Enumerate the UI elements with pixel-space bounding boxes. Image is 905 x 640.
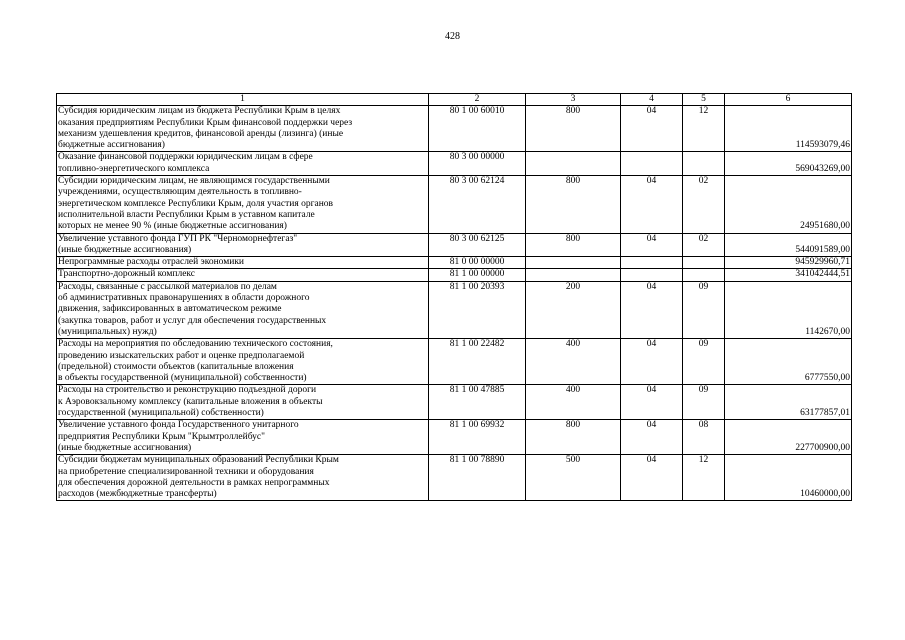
header-cell-code-column: 2 [429, 94, 526, 106]
row-subsection-cell [683, 269, 725, 281]
table-row [57, 281, 852, 338]
header-cell-name-column: 1 [57, 94, 429, 106]
row-expense-type-cell: 400 [526, 339, 621, 385]
table-row [57, 269, 852, 281]
row-expense-type-cell: 200 [526, 281, 621, 338]
row-amount-cell: 114593079,46 [725, 106, 852, 152]
row-amount-cell: 945929960,71 [725, 257, 852, 269]
row-amount-cell: 341042444,51 [725, 269, 852, 281]
row-code-cell: 81 1 00 78890 [429, 455, 526, 501]
row-code-cell: 80 3 00 62124 [429, 176, 526, 233]
row-subsection-cell: 09 [683, 281, 725, 338]
row-subsection-cell: 09 [683, 339, 725, 385]
row-code-cell: 80 3 00 00000 [429, 152, 526, 176]
row-expense-type-cell: 800 [526, 176, 621, 233]
row-name-cell: Субсидии бюджетам муниципальных образований Республики Крым на приобретение специализированной техники и оборудования для обеспечения дорожной деятельности в рамках непрограммных расходов (межбюджетные трансферты) [57, 455, 429, 501]
row-amount-cell: 6777550,00 [725, 339, 852, 385]
row-code-cell: 81 0 00 00000 [429, 257, 526, 269]
row-subsection-cell [683, 257, 725, 269]
row-expense-type-cell [526, 152, 621, 176]
row-code-cell: 80 1 00 60010 [429, 106, 526, 152]
row-section-cell: 04 [621, 106, 683, 152]
row-section-cell: 04 [621, 420, 683, 455]
row-amount-cell: 227700900,00 [725, 420, 852, 455]
row-section-cell: 04 [621, 455, 683, 501]
row-amount-cell: 10460000,00 [725, 455, 852, 501]
row-section-cell: 04 [621, 385, 683, 420]
table-row [57, 106, 852, 152]
column-number-header-row [57, 94, 852, 106]
row-expense-type-cell [526, 269, 621, 281]
row-name-cell: Субсидии юридическим лицам, не являющимся государственными учреждениями, осуществляющим деятельность в топливно- энергетическом комплексе Республики Крым, доля участия органов исполнительной власти Республики Крым в уставном капитале которых не менее 90 % (иные бюджетные ассигнования) [57, 176, 429, 233]
row-amount-cell: 63177857,01 [725, 385, 852, 420]
budget-table [56, 93, 852, 501]
table-row [57, 152, 852, 176]
row-subsection-cell: 02 [683, 176, 725, 233]
row-subsection-cell: 09 [683, 385, 725, 420]
table-row [57, 385, 852, 420]
row-section-cell [621, 152, 683, 176]
row-subsection-cell [683, 152, 725, 176]
row-code-cell: 81 1 00 69932 [429, 420, 526, 455]
row-section-cell: 04 [621, 176, 683, 233]
row-name-cell: Увеличение уставного фонда Государственного унитарного предприятия Республики Крым "Крымтроллейбус" (иные бюджетные ассигнования) [57, 420, 429, 455]
row-expense-type-cell: 800 [526, 106, 621, 152]
row-code-cell: 81 1 00 00000 [429, 269, 526, 281]
row-code-cell: 81 1 00 22482 [429, 339, 526, 385]
row-name-cell: Субсидия юридическим лицам из бюджета Республики Крым в целях оказания предприятиям Республики Крым финансовой поддержки через механизм удешевления кредитов, финансовой аренды (лизинга) (иные бюджетные ассигнования) [57, 106, 429, 152]
row-expense-type-cell: 400 [526, 385, 621, 420]
row-name-cell: Оказание финансовой поддержки юридическим лицам в сфере топливно-энергетического комплекса [57, 152, 429, 176]
table-row [57, 455, 852, 501]
row-amount-cell: 1142670,00 [725, 281, 852, 338]
row-subsection-cell: 12 [683, 455, 725, 501]
row-name-cell: Увеличение уставного фонда ГУП РК "Черноморнефтегаз" (иные бюджетные ассигнования) [57, 233, 429, 257]
row-name-cell: Расходы на мероприятия по обследованию технического состояния, проведению изыскательских работ и оценке предполагаемой (предельной) стоимости объектов (капитальные вложения в объекты государственной (муниципальной) собственности) [57, 339, 429, 385]
page-number: 428 [445, 31, 460, 42]
row-name-cell: Расходы на строительство и реконструкцию подъездной дороги к Аэровокзальному комплексу (капитальные вложения в объекты государственной (муниципальной) собственности) [57, 385, 429, 420]
row-section-cell [621, 269, 683, 281]
row-code-cell: 81 1 00 20393 [429, 281, 526, 338]
row-section-cell: 04 [621, 339, 683, 385]
row-subsection-cell: 12 [683, 106, 725, 152]
row-code-cell: 81 1 00 47885 [429, 385, 526, 420]
row-amount-cell: 544091589,00 [725, 233, 852, 257]
table-row [57, 176, 852, 233]
table-row [57, 233, 852, 257]
table-row [57, 257, 852, 269]
row-code-cell: 80 3 00 62125 [429, 233, 526, 257]
row-section-cell: 04 [621, 233, 683, 257]
table-row [57, 420, 852, 455]
table-row [57, 339, 852, 385]
row-expense-type-cell: 800 [526, 420, 621, 455]
row-expense-type-cell [526, 257, 621, 269]
row-subsection-cell: 08 [683, 420, 725, 455]
row-name-cell: Непрограммные расходы отраслей экономики [57, 257, 429, 269]
row-name-cell: Транспортно-дорожный комплекс [57, 269, 429, 281]
row-section-cell: 04 [621, 281, 683, 338]
header-cell-subsection-column: 5 [683, 94, 725, 106]
row-subsection-cell: 02 [683, 233, 725, 257]
header-cell-expense-type-column: 3 [526, 94, 621, 106]
row-expense-type-cell: 800 [526, 233, 621, 257]
header-cell-section-column: 4 [621, 94, 683, 106]
row-amount-cell: 569043269,00 [725, 152, 852, 176]
row-name-cell: Расходы, связанные с рассылкой материалов по делам об административных правонарушениях в области дорожного движения, зафиксированных в автоматическом режиме (закупка товаров, работ и услуг для обеспечения государственных (муниципальных) нужд) [57, 281, 429, 338]
row-expense-type-cell: 500 [526, 455, 621, 501]
row-amount-cell: 24951680,00 [725, 176, 852, 233]
row-section-cell [621, 257, 683, 269]
header-cell-amount-column: 6 [725, 94, 852, 106]
